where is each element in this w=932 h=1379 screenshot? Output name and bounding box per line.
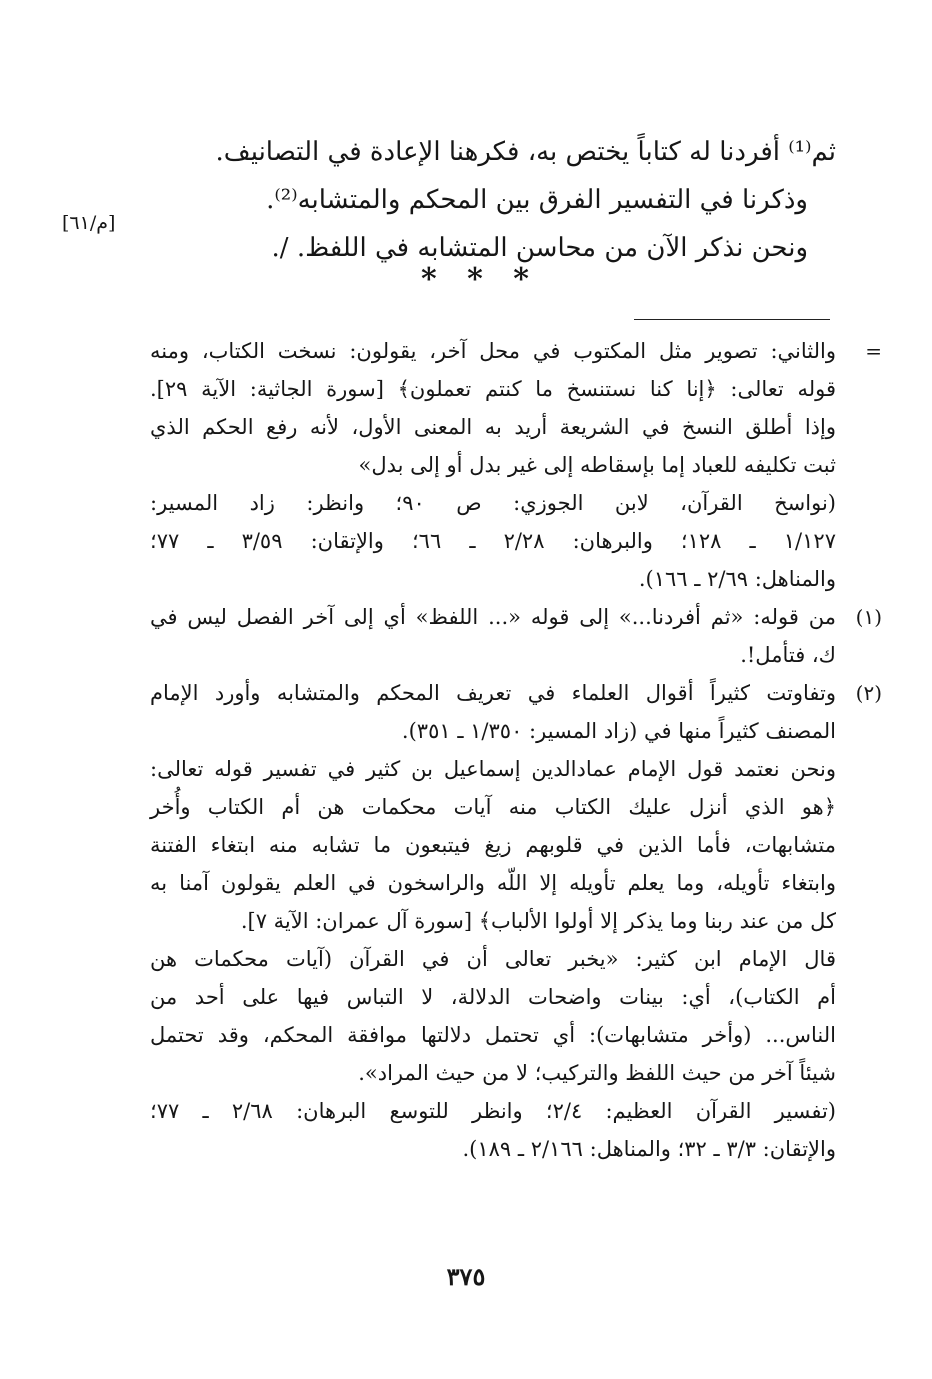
- footnote-line: أم الكتاب)، أي: بينات واضحات الدلالة، لا التباس فيها على أحد من: [150, 985, 836, 1009]
- main-line-1: ثم⁽¹⁾ أفردنا له كتاباً يختص به، فكرهنا الإعادة في التصانيف.: [215, 137, 836, 167]
- footnote-continuation: [150, 332, 882, 598]
- margin-manuscript-reference: [م/٦١]: [62, 212, 116, 234]
- main-line-2: وذكرنا في التفسير الفرق بين المحكم والمتشابه⁽²⁾.: [266, 185, 808, 215]
- footnote-line: شيئاً آخر من حيث اللفظ والتركيب؛ لا من حيث المراد».: [358, 1061, 836, 1085]
- footnote-line: وابتغاء تأويله، وما يعلم تأويله إلا اللّه والراسخون في العلم يقولون آمنا به: [150, 871, 836, 895]
- footnote-rule: [634, 319, 830, 320]
- footnote-line: كل من عند ربنا وما يذكر إلا أولوا الألباب﴾ [سورة آل عمران: الآية ٧].: [240, 909, 836, 933]
- footnotes: [150, 332, 882, 1168]
- footnote-line: وإذا أطلق النسخ في الشريعة أريد به المعنى الأول، لأنه رفع الحكم الذي: [150, 415, 836, 439]
- footnote-line: ونحن نعتمد قول الإمام عمادالدين إسماعيل بن كثير في تفسير قوله تعالى:: [150, 757, 836, 781]
- section-separator: * * *: [421, 262, 539, 297]
- footnote-line: متشابهات، فأما الذين في قلوبهم زيغ فيتبعون ما تشابه منه ابتغاء الفتنة: [150, 833, 836, 857]
- footnote-line: (تفسير القرآن العظيم: ٢/٤؛ وانظر للتوسع البرهان: ٢/٦٨ ـ ٧٧؛: [150, 1099, 836, 1123]
- footnote-line: والإتقان: ٣/٣ ـ ٣٢؛ والمناهل: ٢/١٦٦ ـ ١٨٩).: [462, 1137, 836, 1161]
- main-line-3: ونحن نذكر الآن من محاسن المتشابه في اللفظ. /.: [271, 233, 808, 263]
- footnote-line: الناس... (وأخر متشابهات): أي تحتمل دلالتها موافقة المحكم، وقد تحتمل: [150, 1023, 836, 1047]
- footnote-line: ك، فتأمل!.: [740, 643, 836, 667]
- page-number: ٣٧٥: [446, 1262, 486, 1291]
- footnote-line: وتفاوتت كثيراً أقوال العلماء في تعريف المحكم والمتشابه وأورد الإمام: [150, 681, 836, 705]
- footnote-number: (١): [855, 605, 882, 629]
- continuation-marker: =: [865, 339, 882, 363]
- footnote-line: ثبت تكليفه للعباد إما بإسقاطه إلى غير بدل أو إلى بدل»: [358, 453, 836, 477]
- footnote-line: والثاني: تصوير مثل المكتوب في محل آخر، يقولون: نسخت الكتاب، ومنه: [150, 339, 836, 363]
- footnote-line: من قوله: «ثم أفردنا...» إلى قوله «... اللفظ» أي إلى آخر الفصل ليس في: [150, 605, 836, 629]
- footnote-line: ﴿هو الذي أنزل عليك الكتاب منه آيات محكمات هن أم الكتاب وأُخر: [150, 795, 836, 819]
- footnote-line: والمناهل: ٢/٦٩ ـ ١٦٦).: [638, 567, 836, 591]
- footnote-2: [150, 674, 882, 1168]
- footnote-line: (نواسخ القرآن، لابن الجوزي: ص ٩٠؛ وانظر: زاد المسير:: [150, 491, 836, 515]
- footnote-1: [150, 598, 882, 674]
- footnote-line: ١/١٢٧ ـ ١٢٨؛ والبرهان: ٢/٢٨ ـ ٦٦؛ والإتقان: ٣/٥٩ ـ ٧٧؛: [150, 529, 836, 553]
- footnote-number: (٢): [855, 681, 882, 705]
- footnote-line: قال الإمام ابن كثير: «يخبر تعالى أن في القرآن (آيات محكمات هن: [150, 947, 836, 971]
- main-text: [215, 128, 836, 272]
- footnote-line: قوله تعالى: ﴿إنا كنا نستنسخ ما كنتم تعملون﴾ [سورة الجاثية: الآية ٢٩].: [150, 377, 836, 401]
- footnote-line: المصنف كثيراً منها في (زاد المسير: ١/٣٥٠ ـ ٣٥١).: [401, 719, 836, 743]
